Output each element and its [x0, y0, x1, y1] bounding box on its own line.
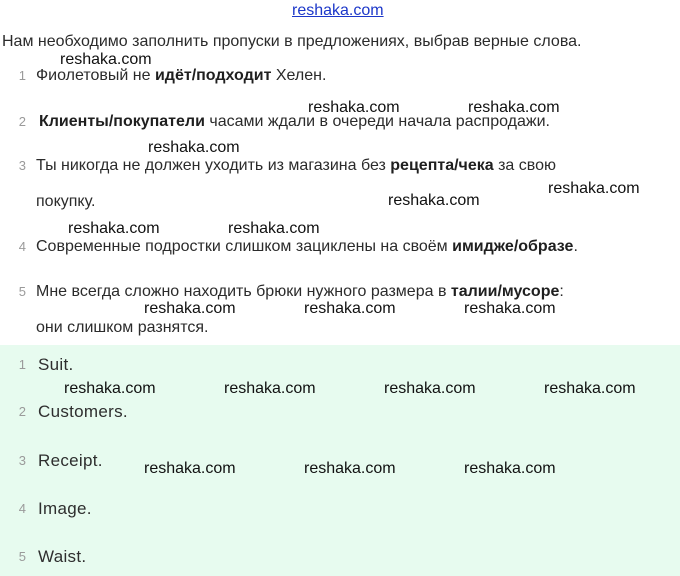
question-number: 5: [18, 284, 26, 299]
watermark: reshaka.com: [68, 220, 160, 237]
watermark: reshaka.com: [464, 460, 556, 477]
watermark: reshaka.com: [548, 180, 640, 197]
answer-number: 4: [18, 501, 26, 516]
question-choice: идёт/подходит: [154, 67, 272, 84]
watermark: reshaka.com: [384, 380, 476, 397]
answer-item: [0, 397, 680, 427]
answer-text: Suit.: [38, 355, 74, 374]
question-choice: имидже/образе: [452, 238, 574, 255]
answer-text: Waist.: [38, 547, 87, 566]
answer-number: 3: [18, 453, 26, 468]
question-text-after: часами ждали в очереди начала распродажи.: [204, 113, 550, 130]
watermark: reshaka.com: [144, 300, 236, 317]
question-number: 3: [18, 158, 26, 173]
question-text-before: Мне всегда сложно находить брюки нужного размера в: [36, 283, 451, 300]
answer-text: Customers.: [38, 402, 128, 421]
question-text-before: Ты никогда не должен уходить из магазина без: [36, 157, 391, 174]
watermark: reshaka.com: [388, 192, 480, 209]
question-number: 4: [18, 239, 26, 254]
question-text-after: :: [559, 283, 564, 300]
watermark: reshaka.com: [64, 380, 156, 397]
question-choice: талии/мусоре: [450, 283, 560, 300]
watermark: reshaka.com: [468, 99, 560, 116]
watermark: reshaka.com: [224, 380, 316, 397]
watermark: reshaka.com: [464, 300, 556, 317]
question-number: 1: [18, 68, 26, 83]
answer-text: Receipt.: [38, 451, 103, 470]
answer-number: 2: [18, 404, 26, 419]
watermark: reshaka.com: [228, 220, 320, 237]
watermark: reshaka.com: [60, 51, 152, 68]
answer-number: 5: [18, 549, 26, 564]
watermark: reshaka.com: [544, 380, 636, 397]
answer-item: [0, 542, 680, 572]
question-text-before: Фиолетовый не: [36, 67, 155, 84]
watermark: reshaka.com: [148, 139, 240, 156]
question-text: [36, 148, 556, 184]
question-text-after: за свою: [493, 157, 556, 174]
answer-item: [0, 494, 680, 524]
question-choice: рецепта/чека: [390, 157, 494, 174]
question-number: 2: [18, 114, 26, 129]
question-text-after: Хелен.: [271, 67, 327, 84]
question-text-line2: покупку.: [36, 193, 96, 210]
watermark: reshaka.com: [144, 460, 236, 477]
watermark: reshaka.com: [308, 99, 400, 116]
question-text-after: .: [573, 238, 578, 255]
answer-number: 1: [18, 357, 26, 372]
watermark: reshaka.com: [304, 300, 396, 317]
watermark: reshaka.com: [304, 460, 396, 477]
question-choice: Клиенты/покупатели: [39, 113, 205, 130]
site-link[interactable]: reshaka.com: [292, 2, 384, 19]
task-instruction: Нам необходимо заполнить пропуски в предложениях, выбрав верные слова.: [2, 33, 582, 50]
question-text-before: Современные подростки слишком зациклены на своём: [36, 238, 453, 255]
answer-text: Image.: [38, 499, 92, 518]
answer-item: [0, 350, 680, 380]
question-text-line2: они слишком разнятся.: [36, 319, 209, 336]
